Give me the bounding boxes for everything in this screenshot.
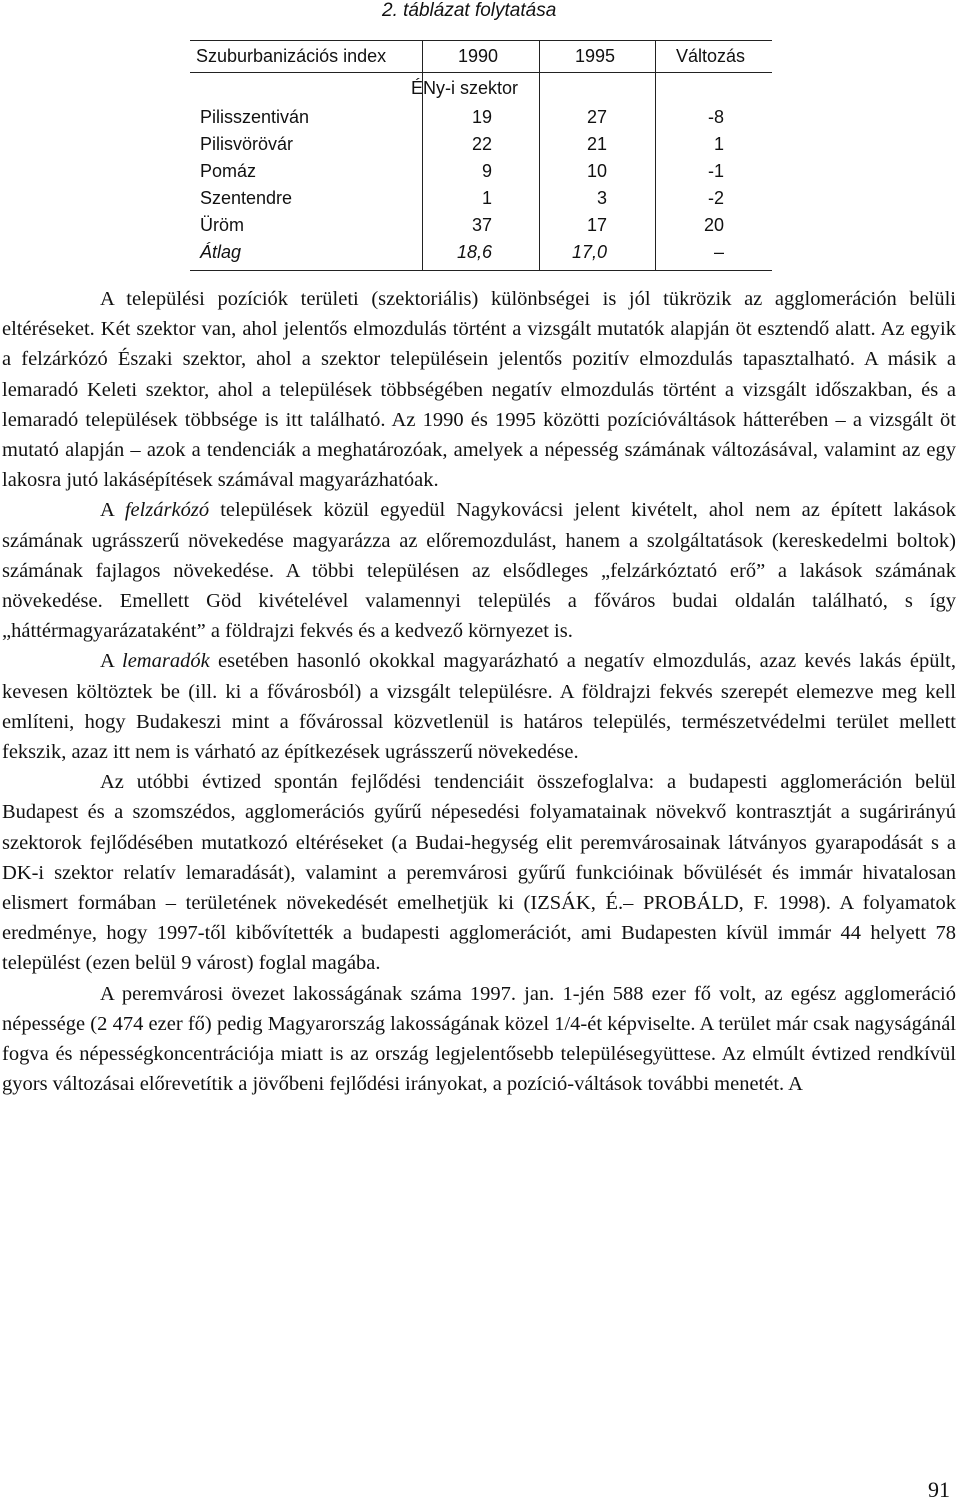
value-1995: 17 [586, 215, 607, 235]
value-change: -1 [707, 161, 724, 181]
header-1990: 1990 [458, 46, 499, 66]
table-row [190, 161, 772, 188]
average-row [190, 242, 772, 271]
table-rows [190, 107, 772, 242]
value-1990: 37 [471, 215, 492, 235]
value-1990: 1 [481, 188, 492, 208]
average-1990: 18,6 [456, 242, 492, 262]
header-change: Változás [676, 46, 746, 66]
table-row [190, 107, 772, 134]
column-divider [422, 41, 423, 72]
paragraph [2, 495, 956, 646]
value-1995: 10 [586, 161, 607, 181]
sector-row [190, 73, 772, 107]
value-1990: 22 [471, 134, 492, 154]
settlement-name: Pilisszentiván [200, 107, 310, 127]
settlement-name: Üröm [200, 215, 244, 235]
table-header-row [190, 40, 772, 73]
value-1995: 27 [586, 107, 607, 127]
emphasis: felzárkózó [124, 499, 210, 522]
value-change: -2 [707, 188, 724, 208]
table-row [190, 134, 772, 161]
average-label: Átlag [200, 242, 242, 262]
suburbanization-table [190, 40, 772, 271]
column-divider [539, 41, 540, 72]
value-change: 1 [713, 134, 724, 154]
text-span: A [100, 650, 123, 673]
page-number: 91 [928, 1477, 950, 1502]
paragraph: A települési pozíciók területi (szektoriális) különbségei is jól tükrözik az agglomeráción belüli eltéréseket. Két szektor van, ahol jelentős elmozdulás történt a vizsgált mutatók alapján öt esztendő alatt. Az egyik a felzárkózó Északi szektor, ahol a szektor településein jelentős pozitív elmozdulás tapasztalható. A másik a lemaradó Keleti szektor, ahol a települések többségében negatív elmozdulás történt a vizsgált időszakban, és a lemaradó települések többsége is itt található. Az 1990 és 1995 közötti pozícióváltások hátterében – a vizsgált öt mutató alapján – azok a tendenciák a meghatározóak, amelyek a népesség számának változásával, valamint az egy lakosra jutó lakásépítések számával magyarázhatóak. [2, 288, 956, 492]
paragraph: A peremvárosi övezet lakosságának száma 1997. jan. 1-jén 588 ezer fő volt, az egész agglomeráció népessége (2 474 ezer fő) pedig Magyarország lakosságának közel 1/4-ét képviselte. A terület már csak nagyságánál fogva és népességkoncentrációja miatt is az ország legjelentősebb településegyüttese. Az elmúlt évtized rendkívül gyors változásai előrevetítik a jövőbeni fejlődési irányokat, a pozíció-váltások további menetét. A [2, 982, 956, 1096]
value-1990: 9 [481, 161, 492, 181]
table-row [190, 215, 772, 242]
average-change: – [713, 242, 724, 262]
header-1995: 1995 [575, 46, 616, 66]
settlement-name: Pilisvörövár [200, 134, 294, 154]
column-divider [655, 41, 656, 72]
text-span: települések közül egyedül Nagykovácsi jelent kivételt, ahol nem az épített lakások számának ugrásszerű növekedése magyarázza az előremozdulást, hanem a szolgáltatások (kereskedelmi boltok) számának fajlagos növekedése. A többi településen az elsődleges „felzárkóztató erő” a lakások számának növekedése. Emellett Göd kivételével valamennyi település a főváros budai oldalán található, s így „háttérmagyarázataként” a földrajzi fekvés és a kedvező környezet is. [2, 499, 956, 643]
value-change: -8 [707, 107, 724, 127]
value-1995: 3 [596, 188, 607, 208]
paragraph [2, 646, 956, 767]
paragraph: Az utóbbi évtized spontán fejlődési tendenciáit összefoglalva: a budapesti agglomeráción belül Budapest és a szomszédos, agglomerációs gyűrű népesedési folyamatainak növekvő kontrasztját a sugárirányú szektorok fejlődésében mutatkozó eltéréseket (a Budai-hegység elit peremvárosainak látványos gyarapodását s a DK-i szektor relatív lemaradását), valamint a peremvárosi gyűrű funkcióinak bővülését és immár hivatalosan elismert formában – területének növekedését emelhetjük ki (IZSÁK, É.– PROBÁLD, F. 1998). A folyamatok eredménye, hogy 1997-től kibővítették a budapesti agglomerációt, ami Budapesten kívül immár 44 helyett 78 települést (ezen belül 9 várost) foglal magába. [2, 771, 956, 975]
table-body [190, 73, 772, 271]
emphasis: lemaradók [122, 650, 210, 673]
body-text [2, 284, 956, 1099]
average-1995: 17,0 [571, 242, 607, 262]
header-index: Szuburbanizációs index [196, 46, 387, 66]
settlement-name: Pomáz [200, 161, 257, 181]
value-1995: 21 [586, 134, 607, 154]
value-change: 20 [703, 215, 724, 235]
table-caption: 2. táblázat folytatása [382, 0, 557, 21]
value-1990: 19 [471, 107, 492, 127]
text-span: esetében hasonló okokkal magyarázható a negatív elmozdulás, azaz kevés lakás épült, kevesen költöztek be (ill. ki a fővárosból) a vizsgált településre. A földrajzi fekvés szerepét elemezve meg kell említeni, hogy Budakeszi mint a fővárossal közvetlenül is határos település, természetvédelmi terület mellett fekszik, azaz itt nem is várható az építkezések ugrásszerű növekedése. [2, 650, 956, 764]
text-span: A [100, 499, 125, 522]
table-row [190, 188, 772, 215]
settlement-name: Szentendre [200, 188, 293, 208]
sector-label: ÉNy-i szektor [411, 78, 519, 98]
